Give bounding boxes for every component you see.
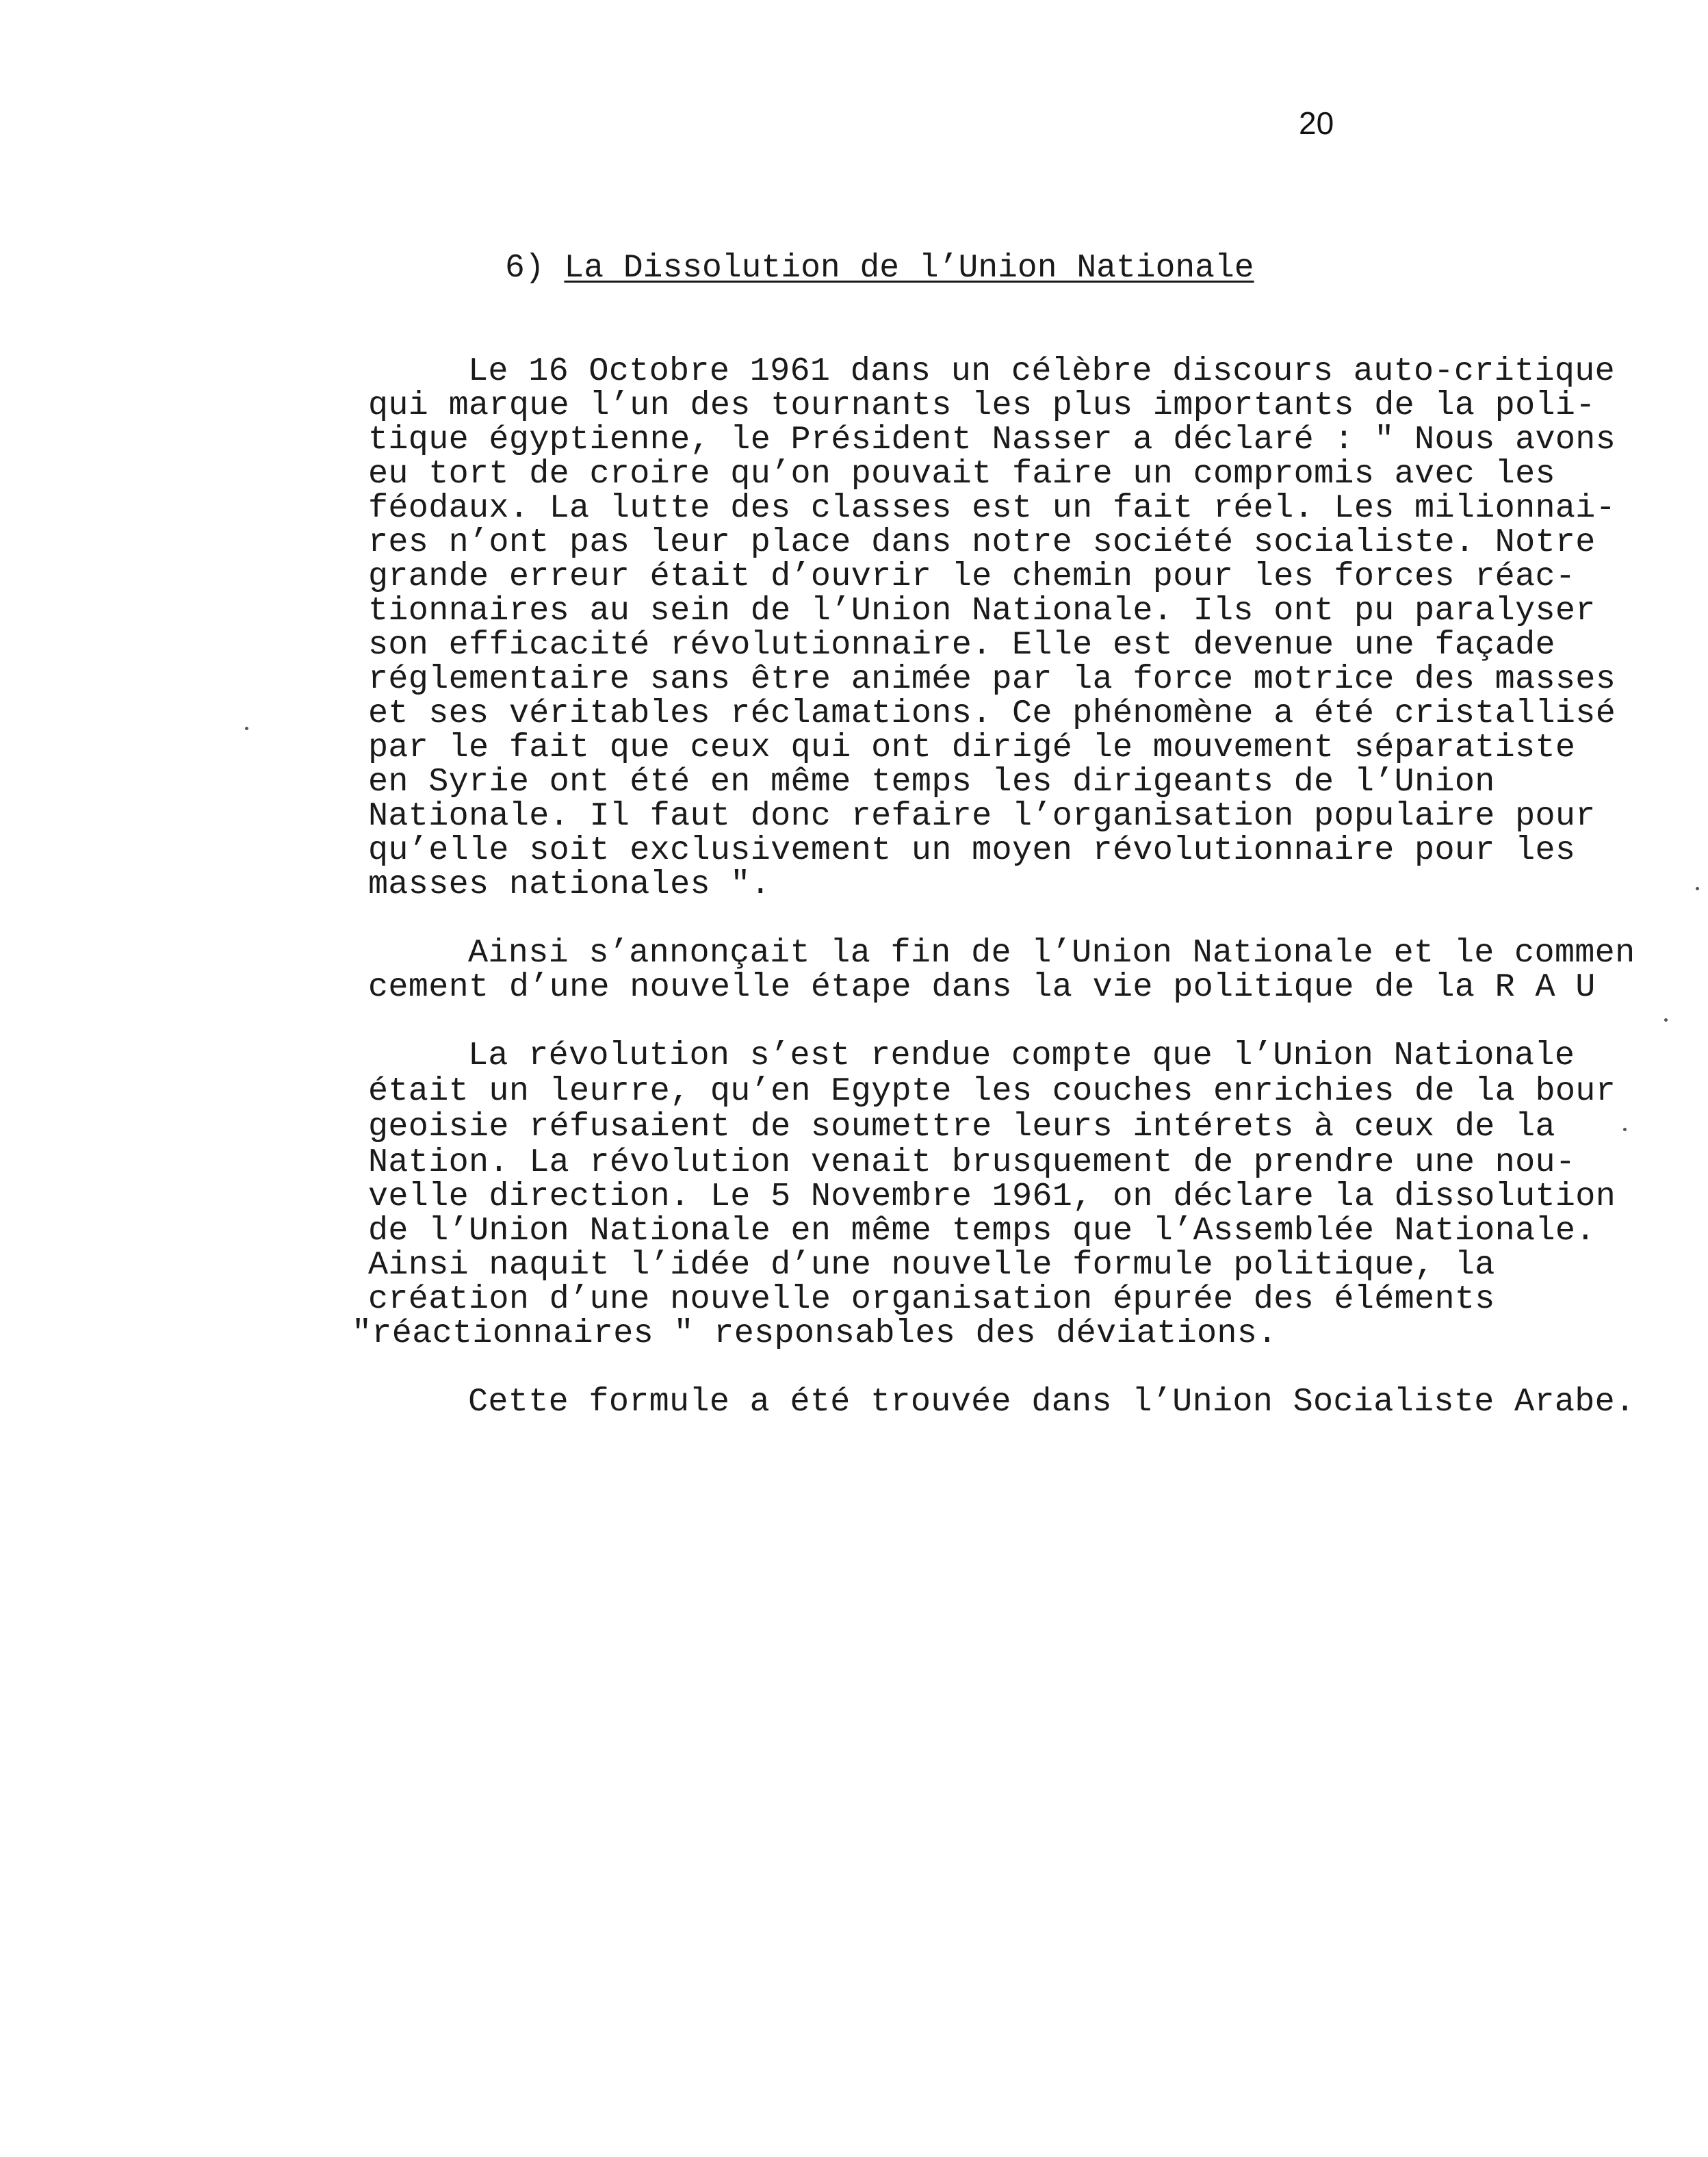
text-line: grande erreur était d’ouvrir le chemin pour les forces réac- (368, 558, 1576, 595)
scan-speck (245, 727, 248, 730)
page-number: 20 (1299, 105, 1334, 141)
text-line: Le 16 Octobre 1961 dans un célèbre discours auto-critique (468, 352, 1616, 390)
text-line: et ses véritables réclamations. Ce phénomène a été cristallisé (368, 695, 1616, 732)
text-line: qu’elle soit exclusivement un moyen révolutionnaire pour les (368, 831, 1576, 869)
text-line: tique égyptienne, le Président Nasser a déclaré : " Nous avons (368, 421, 1616, 458)
text-line: en Syrie ont été en même temps les dirigeants de l’Union (368, 763, 1495, 801)
text-line: qui marque l’un des tournants les plus importants de la poli- (368, 387, 1596, 424)
section-number: 6) (505, 250, 545, 287)
section-title: La Dissolution de l’Union Nationale (564, 250, 1254, 287)
text-line: La révolution s’est rendue compte que l’Union Nationale (468, 1037, 1575, 1074)
text-line: Nation. La révolution venait brusquement de prendre une nou- (368, 1144, 1576, 1181)
text-line: son efficacité révolutionnaire. Elle est devenue une façade (368, 626, 1555, 664)
text-line: cement d’une nouvelle étape dans la vie politique de la R A U (368, 968, 1596, 1006)
section-heading (505, 248, 1254, 289)
text-line: création d’une nouvelle organisation épurée des éléments (368, 1280, 1495, 1318)
text-line: par le fait que ceux qui ont dirigé le mouvement séparatiste (368, 729, 1576, 766)
text-line: était un leurre, qu’en Egypte les couches enrichies de la bour (368, 1072, 1616, 1110)
text-line: geoisie réfusaient de soumettre leurs intérets à ceux de la (368, 1108, 1555, 1146)
text-line: eu tort de croire qu’on pouvait faire un compromis avec les (368, 455, 1555, 493)
text-line: Ainsi s’annonçait la fin de l’Union Nationale et le commen (468, 934, 1635, 972)
text-line: res n’ont pas leur place dans notre société socialiste. Notre (368, 524, 1596, 561)
text-line: Nationale. Il faut donc refaire l’organisation populaire pour (368, 797, 1596, 835)
text-line: masses nationales ". (368, 866, 771, 903)
text-line: féodaux. La lutte des classes est un fait réel. Les milionnai- (368, 489, 1616, 527)
text-line: réglementaire sans être animée par la force motrice des masses (368, 660, 1616, 698)
scan-speck (1623, 1128, 1627, 1131)
text-line: de l’Union Nationale en même temps que l’Assemblée Nationale. (368, 1212, 1596, 1250)
text-line: Ainsi naquit l’idée d’une nouvelle formule politique, la (368, 1246, 1495, 1284)
scan-speck (1664, 1018, 1668, 1022)
text-line: velle direction. Le 5 Novembre 1961, on déclare la dissolution (368, 1178, 1616, 1215)
text-line: "réactionnaires " responsables des déviations. (352, 1315, 1278, 1352)
text-line: Cette formule a été trouvée dans l’Union Socialiste Arabe. (468, 1383, 1635, 1421)
scan-speck (1696, 887, 1699, 890)
text-line: tionnaires au sein de l’Union Nationale. Ils ont pu paralyser (368, 592, 1596, 630)
